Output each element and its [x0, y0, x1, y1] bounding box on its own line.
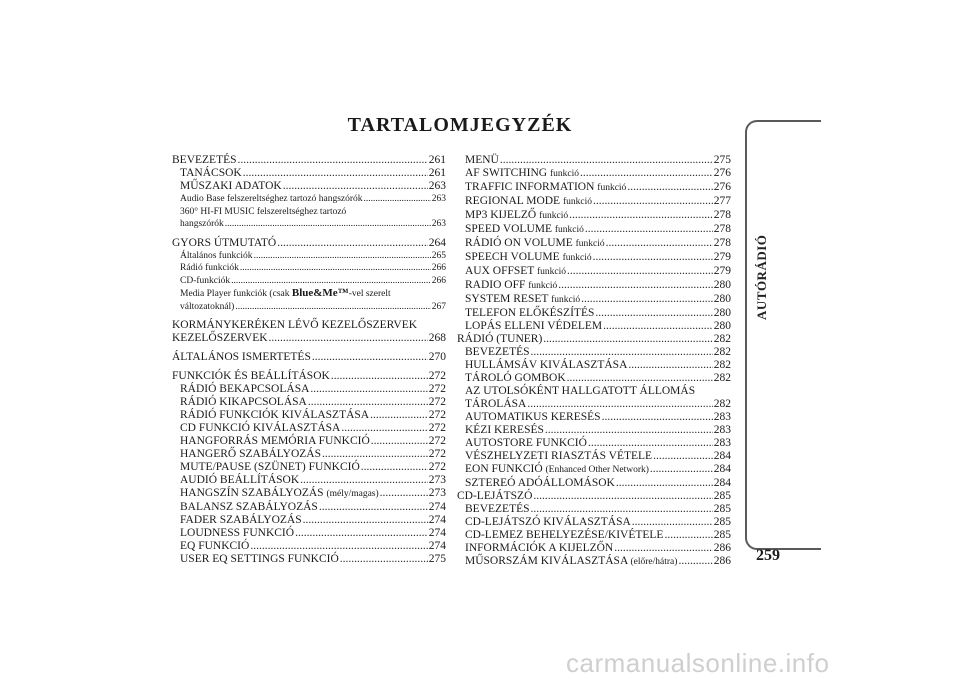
toc-entry-cd-lejatszo[interactable]: CD-LEJÁTSZÓ ..... 285	[457, 490, 731, 503]
toc-entry-telefon-elokeszites[interactable]: TELEFON ELŐKÉSZÍTÉS ..... 280	[457, 307, 731, 320]
toc-entry-radio-on-volume[interactable]: RÁDIÓ ON VOLUME funkció ..... 278	[457, 237, 731, 251]
toc-entry-funkciok-beallitasok[interactable]: FUNKCIÓK ÉS BEÁLLÍTÁSOK ..... 272	[172, 370, 446, 383]
toc-entry-user-eq-settings[interactable]: USER EQ SETTINGS FUNKCIÓ ..... 275	[172, 553, 446, 566]
toc-entry-eon-funkcio[interactable]: EON FUNKCIÓ (Enhanced Other Network) ..... 284	[457, 463, 731, 477]
toc-entry-automatikus-kereses[interactable]: AUTOMATIKUS KERESÉS ..... 283	[457, 411, 731, 424]
toc-entry-menu[interactable]: MENÜ ..... 275	[457, 154, 731, 167]
toc-entry-traffic-information[interactable]: TRAFFIC INFORMATION funkció ..... 276	[457, 181, 731, 195]
toc-column-left	[172, 154, 446, 566]
toc-entry-cd-funkcio-kivalasztasa[interactable]: CD FUNKCIÓ KIVÁLASZTÁSA ..... 272	[172, 422, 446, 435]
section-tab	[745, 120, 821, 550]
toc-entry-radio-tuner[interactable]: RÁDIÓ (TUNER) ..... 282	[457, 333, 731, 346]
toc-entry-hangero-szabalyozas[interactable]: HANGERŐ SZABÁLYOZÁS ..... 272	[172, 448, 446, 461]
toc-entry-tarolo-gombok[interactable]: TÁROLÓ GOMBOK ..... 282	[457, 372, 731, 385]
toc-entry-sztereo-adoallomasok[interactable]: SZTEREÓ ADÓÁLLOMÁSOK ..... 284	[457, 477, 731, 490]
toc-entry-cd-lemez-behelyezese[interactable]: CD-LEMEZ BEHELYEZÉSE/KIVÉTELE ..... 285	[457, 529, 731, 542]
toc-entry-aux-offset[interactable]: AUX OFFSET funkció ..... 279	[457, 265, 731, 279]
toc-entry-af-switching[interactable]: AF SWITCHING funkció ..... 276	[457, 167, 731, 181]
toc-entry-audio-beallitasok[interactable]: AUDIÓ BEÁLLÍTÁSOK ..... 273	[172, 474, 446, 487]
toc-entry-tanacsok[interactable]: TANÁCSOK ..... 261	[172, 167, 446, 180]
toc-entry-hifi-music[interactable]: 360° HI-FI MUSIC felszereltséghez tartozó hangszórók ..... 263	[172, 206, 446, 231]
toc-entry-hangforras-memoria[interactable]: HANGFORRÁS MEMÓRIA FUNKCIÓ ..... 272	[172, 435, 446, 448]
toc-entry-speed-volume[interactable]: SPEED VOLUME funkció ..... 278	[457, 223, 731, 237]
toc-entry-altalanos-ismertetes[interactable]: ÁLTALÁNOS ISMERTETÉS ..... 270	[172, 351, 446, 364]
toc-entry-speech-volume[interactable]: SPEECH VOLUME funkció ..... 279	[457, 251, 731, 265]
toc-column-right	[457, 154, 731, 569]
toc-entry-audio-base[interactable]: Audio Base felszereltséghez tartozó hangszórók ..... 263	[172, 193, 446, 206]
toc-entry-radio-off[interactable]: RADIO OFF funkció ..... 280	[457, 279, 731, 293]
toc-entry-lopas-elleni-vedelem[interactable]: LOPÁS ELLENI VÉDELEM ..... 280	[457, 320, 731, 333]
toc-entry-kormanykereken[interactable]: KORMÁNYKERÉKEN LÉVŐ KEZELŐSZERVEK KEZELŐSZERVEK ..... 268	[172, 319, 446, 345]
toc-entry-system-reset[interactable]: SYSTEM RESET funkció ..... 280	[457, 293, 731, 307]
toc-entry-hangszin-szabalyozas[interactable]: HANGSZÍN SZABÁLYOZÁS (mély/magas) ..... 273	[172, 487, 446, 501]
toc-entry-radio-bekapcsolasa[interactable]: RÁDIÓ BEKAPCSOLÁSA ..... 272	[172, 383, 446, 396]
toc-entry-altalanos-funkciok[interactable]: Általános funkciók ..... 265	[172, 250, 446, 263]
toc-entry-balansz-szabalyozas[interactable]: BALANSZ SZABÁLYOZÁS ..... 274	[172, 501, 446, 514]
page-number: 259	[756, 547, 780, 564]
toc-entry-fader-szabalyozas[interactable]: FADER SZABÁLYOZÁS ..... 274	[172, 514, 446, 527]
toc-entry-musorszam-kivalasztasa[interactable]: MŰSORSZÁM KIVÁLASZTÁSA (előre/hátra) ..... 286	[457, 555, 731, 569]
page-title: TARTALOMJEGYZÉK	[347, 114, 573, 136]
toc-entry-bevezetes-radio[interactable]: BEVEZETÉS ..... 282	[457, 346, 731, 359]
toc-entry-hullamsav[interactable]: HULLÁMSÁV KIVÁLASZTÁSA ..... 282	[457, 359, 731, 372]
toc-entry-informaciok-kijelzon[interactable]: INFORMÁCIÓK A KIJELZŐN ..... 286	[457, 542, 731, 555]
toc-entry-mp3-kijelzo[interactable]: MP3 KIJELZŐ funkció ..... 278	[457, 209, 731, 223]
section-tab-label: AUTÓRÁDIÓ	[754, 234, 769, 320]
toc-entry-media-player[interactable]: Media Player funkciók (csak Blue&Me™-vel szerelt változatoknál) ..... 267	[172, 287, 446, 313]
toc-entry-bevezetes[interactable]: BEVEZETÉS ..... 261	[172, 154, 446, 167]
toc-entry-eq-funkcio[interactable]: EQ FUNKCIÓ ..... 274	[172, 540, 446, 553]
toc-entry-muszaki-adatok[interactable]: MŰSZAKI ADATOK ..... 263	[172, 180, 446, 193]
toc-entry-regional-mode[interactable]: REGIONAL MODE funkció ..... 277	[457, 195, 731, 209]
watermark: carmanualsonline.info	[566, 648, 830, 678]
toc-entry-cd-funkciok[interactable]: CD-funkciók ..... 266	[172, 275, 446, 288]
toc-entry-veszhelyzeti-riasztas[interactable]: VÉSZHELYZETI RIASZTÁS VÉTELE ..... 284	[457, 450, 731, 463]
toc-entry-utolsokent-hallgatott[interactable]: AZ UTOLSÓKÉNT HALLGATOTT ÁLLOMÁS TÁROLÁSA ..... 282	[457, 385, 731, 411]
toc-entry-mute-pause[interactable]: MUTE/PAUSE (SZÜNET) FUNKCIÓ ..... 272	[172, 461, 446, 474]
toc-entry-radio-funkciok-kivalasztasa[interactable]: RÁDIÓ FUNKCIÓK KIVÁLASZTÁSA ..... 272	[172, 409, 446, 422]
toc-entry-cd-lejatszo-kivalasztasa[interactable]: CD-LEJÁTSZÓ KIVÁLASZTÁSA ..... 285	[457, 516, 731, 529]
toc-entry-kezi-kereses[interactable]: KÉZI KERESÉS ..... 283	[457, 424, 731, 437]
toc-entry-loudness-funkcio[interactable]: LOUDNESS FUNKCIÓ ..... 274	[172, 527, 446, 540]
toc-entry-autostore[interactable]: AUTOSTORE FUNKCIÓ ..... 283	[457, 437, 731, 450]
toc-entry-bevezetes-cd[interactable]: BEVEZETÉS ..... 285	[457, 503, 731, 516]
toc-entry-gyors-utmutato[interactable]: GYORS ÚTMUTATÓ ..... 264	[172, 237, 446, 250]
toc-entry-radio-funkciok[interactable]: Rádió funkciók ..... 266	[172, 262, 446, 275]
toc-entry-radio-kikapcsolasa[interactable]: RÁDIÓ KIKAPCSOLÁSA ..... 272	[172, 396, 446, 409]
